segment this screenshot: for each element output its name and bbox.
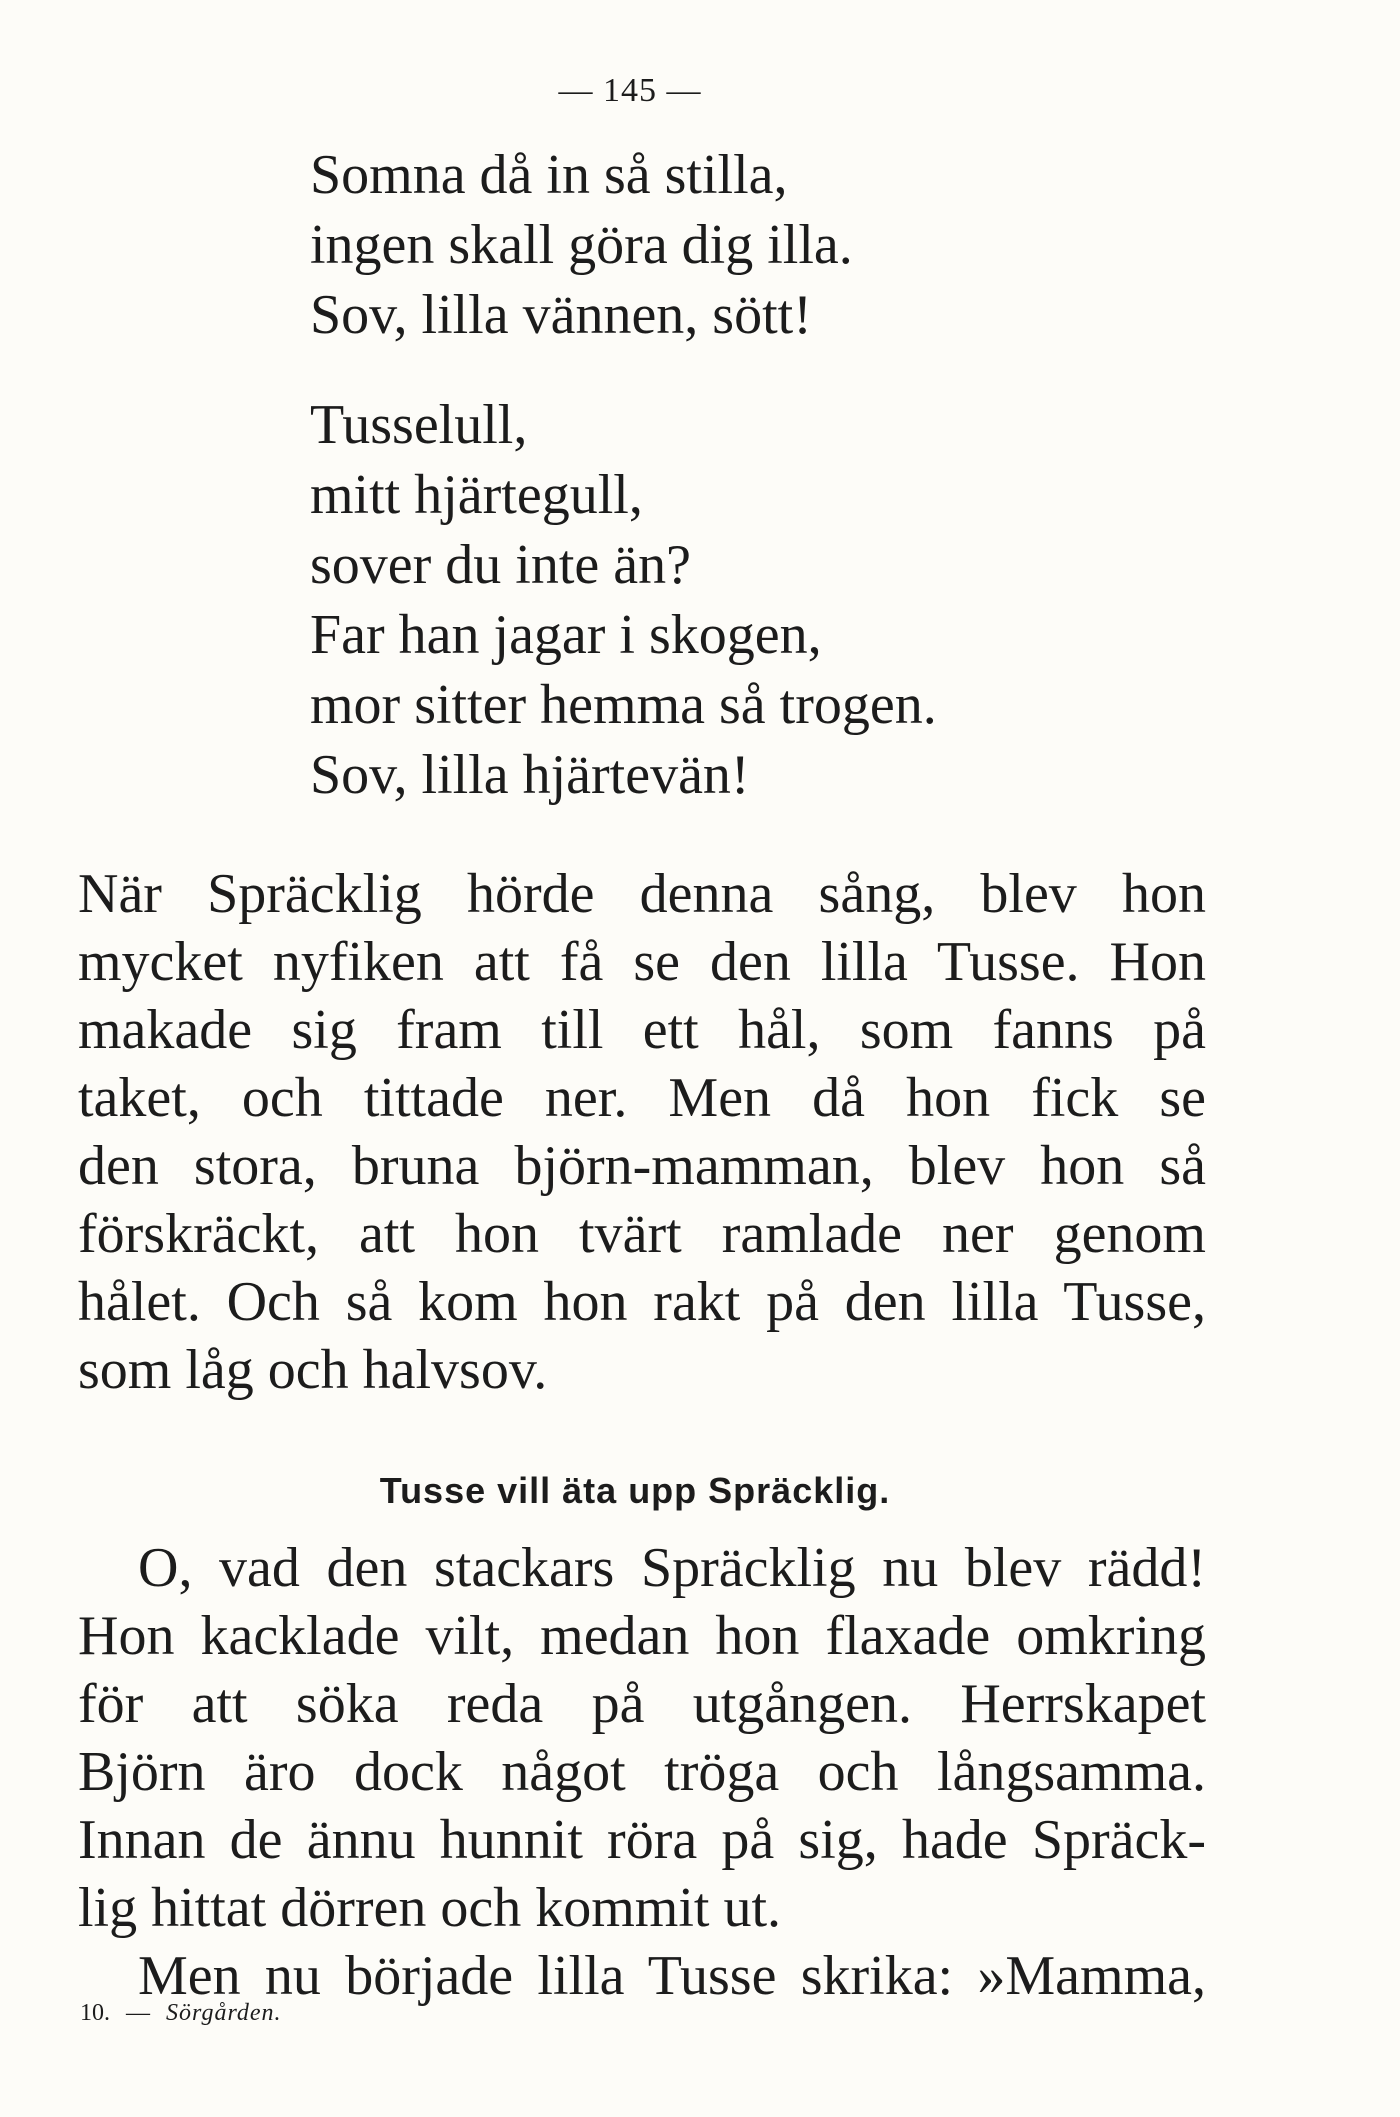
paragraph-line: taket, och tittade ner. Men då hon fick se <box>78 1067 1206 1129</box>
verse-line: Far han jagar i skogen, <box>310 604 822 666</box>
signature-mark: 10. <box>80 2000 110 2026</box>
verse-line: Sov, lilla hjärtevän! <box>310 744 750 806</box>
verse-line: Sov, lilla vännen, sött! <box>310 284 812 346</box>
book-title: Sörgården. <box>166 2000 282 2026</box>
footer-separator: — <box>126 2000 150 2026</box>
paragraph-line: O, vad den stackars Spräcklig nu blev rädd! <box>138 1537 1206 1599</box>
verse-stanza-2 <box>310 390 937 810</box>
paragraph-line: Hon kacklade vilt, medan hon flaxade omkring <box>78 1605 1206 1667</box>
verse-line: sover du inte än? <box>310 534 691 596</box>
page-number: — 145 — <box>558 72 702 109</box>
paragraph-2 <box>78 1534 1206 2010</box>
paragraph-line: som låg och halvsov. <box>78 1339 548 1401</box>
verse-stanza-1 <box>310 140 853 350</box>
paragraph-1 <box>78 860 1206 1404</box>
paragraph-line: för att söka reda på utgången. Herrskapet <box>78 1673 1206 1735</box>
paragraph-line: den stora, bruna björn-mamman, blev hon så <box>78 1135 1206 1197</box>
paragraph-line: Innan de ännu hunnit röra på sig, hade Spräck- <box>78 1809 1206 1871</box>
verse-line: mitt hjärtegull, <box>310 464 643 526</box>
paragraph-line: lig hittat dörren och kommit ut. <box>78 1877 782 1939</box>
verse-line: ingen skall göra dig illa. <box>310 214 853 276</box>
paragraph-line: hålet. Och så kom hon rakt på den lilla Tusse, <box>78 1271 1206 1333</box>
paragraph-line: Men nu började lilla Tusse skrika: »Mamma, <box>138 1945 1206 2007</box>
verse-line: mor sitter hemma så trogen. <box>310 674 937 736</box>
paragraph-line: mycket nyfiken att få se den lilla Tusse. Hon <box>78 931 1206 993</box>
verse-line: Somna då in så stilla, <box>310 144 788 206</box>
paragraph-line: När Spräcklig hörde denna sång, blev hon <box>78 863 1206 925</box>
verse-line: Tusselull, <box>310 394 528 456</box>
paragraph-line: makade sig fram till ett hål, som fanns på <box>78 999 1206 1061</box>
chapter-heading: Tusse vill äta upp Spräcklig. <box>379 1470 891 1511</box>
page-footer <box>80 2000 282 2027</box>
paragraph-line: Björn äro dock något tröga och långsamma. <box>78 1741 1206 1803</box>
paragraph-line: förskräckt, att hon tvärt ramlade ner genom <box>78 1203 1206 1265</box>
